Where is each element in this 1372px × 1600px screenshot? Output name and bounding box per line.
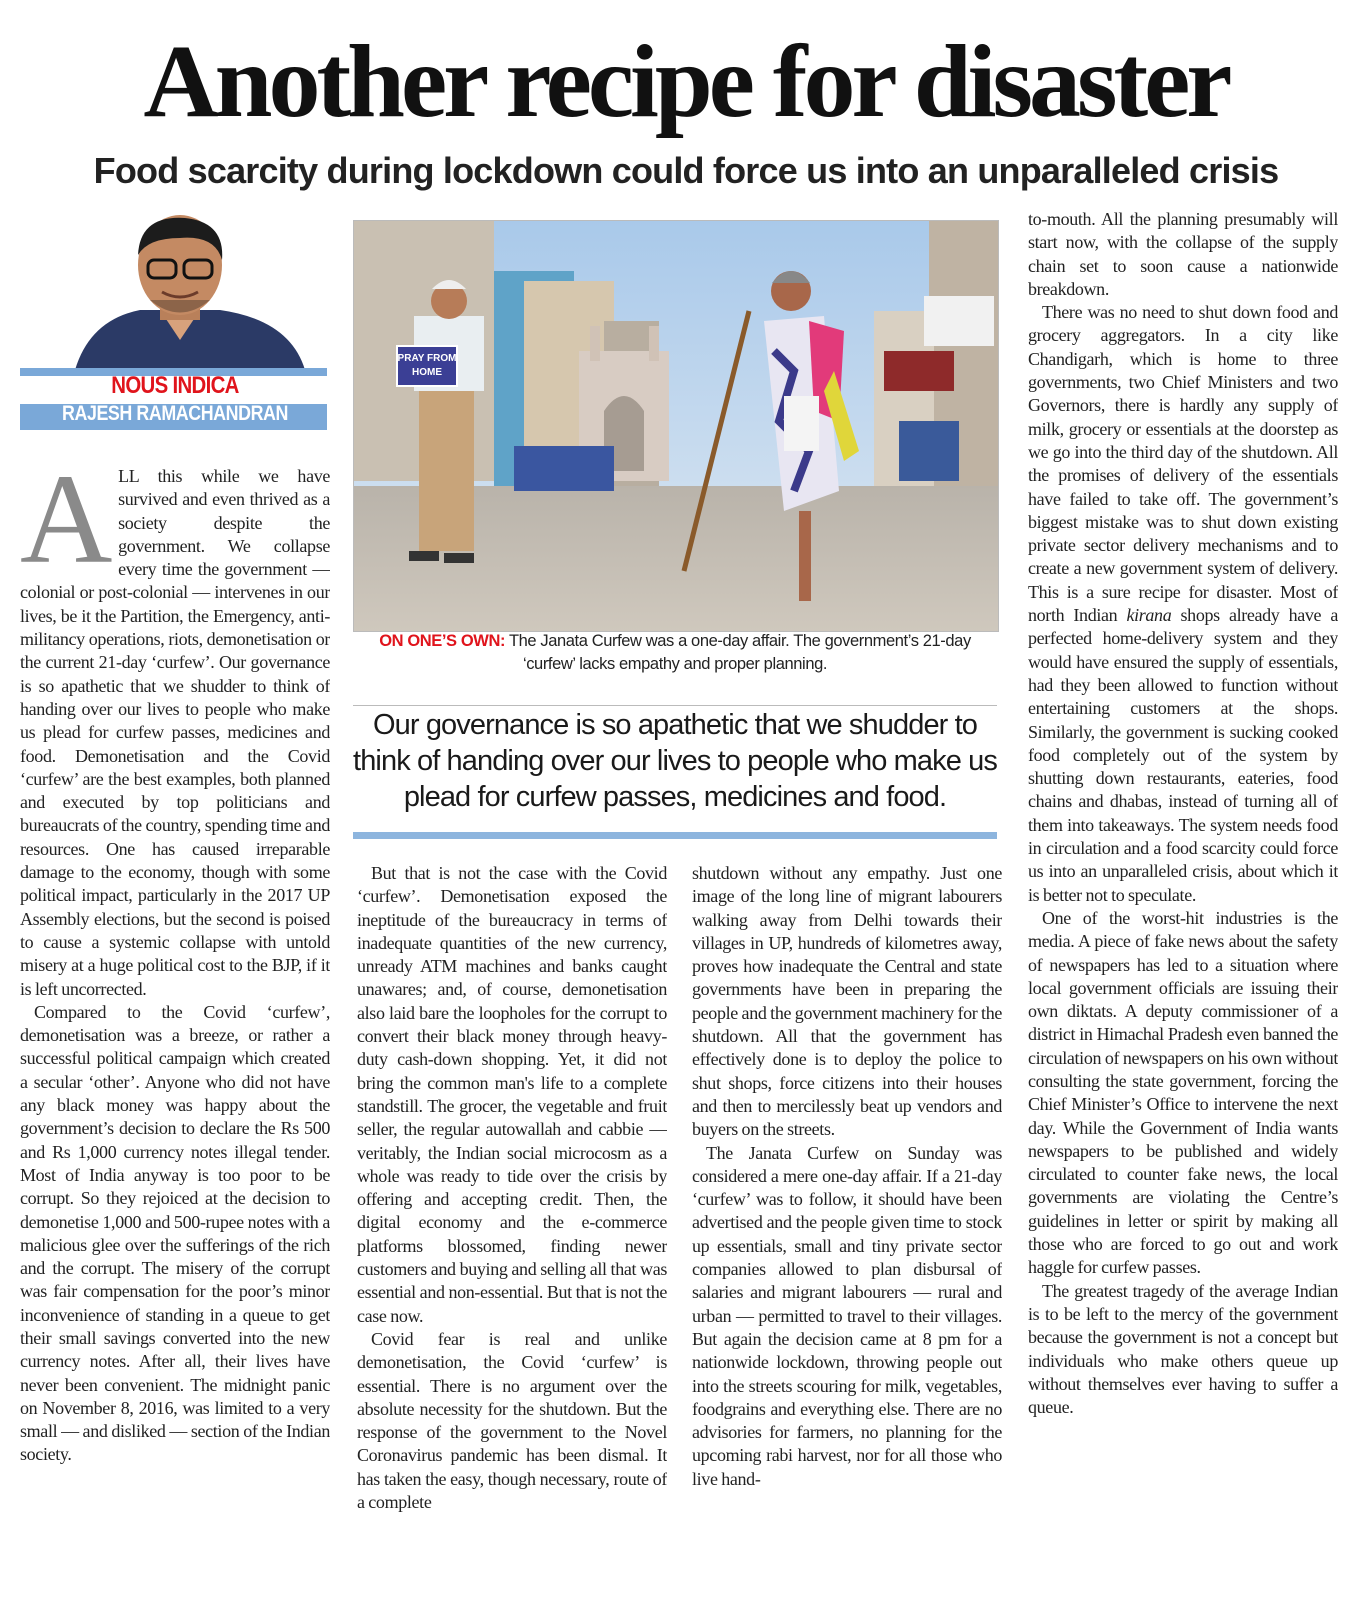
column-name: NOUS INDICA xyxy=(111,372,239,399)
article-column-3 xyxy=(692,862,1002,1600)
news-photo xyxy=(353,220,999,632)
paragraph: But that is not the case with the Covid ‘curfew’. Demonetisation exposed the ineptitude of the bureaucracy in terms of inadequate quantities of the new currency, unready ATM machines and banks caught unawares; and, of course, demonetisation also laid bare the loopholes for the corrupt to convert their black money through heavy-duty cash-down shopping. Yet, it did not bring the common man's life to a complete standstill. The grocer, the vegetable and fruit seller, the regular autowallah and cabbie — veritably, the Indian social microcosm as a whole was ready to tide over the crisis by offering and accepting credit. Then, the digital economy and the e-commerce platforms blossomed, finding newer customers and buying and selling all that was essential and non-essential. But that is not the case now. xyxy=(357,863,667,1326)
drop-cap: A xyxy=(20,465,113,590)
pull-quote: Our governance is so apathetic that we shudder to think of handing over our lives to people who make us plead for curfew passes, medicines and food. xyxy=(353,709,997,813)
paragraph-text: shops already have a perfected home-delivery system and they would have ensured the supply of essentials, had they been allowed to function without entertaining customers at the shops. Similarly, the government is sucking cooked food completely out of the system by shutting down restaurants, eateries, food chains and dhabas, instead of turning all of them into takeaways. The system needs food in circulation and a food scarcity could force us into an unparalleled crisis, about which it is better not to speculate. xyxy=(1028,605,1338,905)
pull-quote-bar xyxy=(353,832,997,839)
caption-lead: ON ONE’S OWN: xyxy=(379,632,506,650)
article-column-1 xyxy=(20,465,330,1600)
paragraph: One of the worst-hit industries is the media. A piece of fake news about the safety of newspapers has led to a situation where local government officials are issuing their own diktats. A deputy commissioner of a district in Himachal Pradesh even banned the circulation of newspapers on his own without consulting the state government, forcing the Chief Minister’s Office to intervene the next day. While the Government of India wants newspapers to be published and widely circulated to counter fake news, the local governments are violating the Centre’s guidelines in letter or spirit by making all those who are forced to go out and work haggle for curfew passes. xyxy=(1028,907,1338,1278)
author-portrait-image xyxy=(20,210,330,370)
photo-caption xyxy=(353,630,997,676)
paragraph: Compared to the Covid ‘curfew’, demonetisation was a breeze, or rather a successful political campaign which created a secular ‘other’. Anyone who did not have any black money was happy about the government’s decision to declare the Rs 500 and Rs 1,000 currency notes illegal tender. Most of India anyway is too poor to be corrupt. So they rejoiced at the decision to demonetise 1,000 and 500-rupee notes with a malicious glee over the sufferings of the rich and the corrupt. The misery of the corrupt was fair compensation for the poor’s minor inconvenience of standing in a queue to get their small savings converted into the new currency notes. After all, their lives have never been convenient. The midnight panic on November 8, 2016, was limited to a very small — and disliked — section of the Indian society. xyxy=(20,1001,330,1465)
caption-text: The Janata Curfew was a one-day affair. The government’s 21-day ‘curfew’ lacks empathy and proper planning. xyxy=(505,632,971,673)
paragraph: The Janata Curfew on Sunday was considered a mere one-day affair. If a 21-day ‘curfew’ was to follow, it should have been advertised and the people given time to stock up essentials, small and tiny private sector companies allowed to plan disbursal of salaries and migrant labourers — rural and urban — permitted to travel to their villages. But again the decision came at 8 pm for a nationwide lockdown, throwing people out into the streets scouring for milk, vegetables, foodgrains and everything else. There are no advisories for farmers, no planning for the upcoming rabi harvest, nor for all those who live hand- xyxy=(692,1142,1002,1489)
article-column-2 xyxy=(357,862,667,1600)
paragraph-text: There was no need to shut down food and grocery aggregators. In a city like Chandigarh, which is home to three governments, two Chief Ministers and two Governors, there is hardly any supply of milk, grocery or essentials at the doorstep as we go into the third day of the shutdown. All the promises of delivery of the essentials have failed to take off. The government’s biggest mistake was to shut down existing private sector delivery mechanisms and to create a new government system of delivery. This is a sure recipe for disaster. Most of north Indian xyxy=(1028,302,1338,626)
italic-term: kirana xyxy=(1126,605,1172,626)
sign-text: PRAY FROM xyxy=(397,353,457,364)
subheadline: Food scarcity during lockdown could force us into an unparalleled crisis xyxy=(93,150,1279,191)
street-scene-image xyxy=(354,221,998,631)
paragraph xyxy=(20,465,330,1001)
paragraph: Covid fear is real and unlike demonetisation, the Covid ‘curfew’ is essential. There is no argument over the absolute necessity for the shutdown. But the response of the government to the Novel Coronavirus pandemic has been dismal. It has taken the easy, though necessary, route of a complete xyxy=(357,1328,667,1513)
paragraph xyxy=(1028,301,1338,907)
paragraph: The greatest tragedy of the average Indian is to be left to the mercy of the government because the government is not a concept but individuals who make others queue up without themselves ever having to suffer a queue. xyxy=(1028,1280,1338,1418)
paragraph: shutdown without any empathy. Just one image of the long line of migrant labourers walking away from Delhi towards their villages in UP, hundreds of kilometres away, proves how inadequate the Central and state governments have been in preparing the people and the government machinery for the shutdown. All that the government has effectively done is to deploy the police to shut shops, force citizens into their houses and then to mercilessly beat up vendors and buyers on the streets. xyxy=(692,863,1002,1140)
author-name: RAJESH RAMACHANDRAN xyxy=(62,402,288,425)
svg-text:HOME: HOME xyxy=(412,367,442,378)
article-column-4 xyxy=(1028,208,1338,1600)
headline: Another recipe for disaster xyxy=(143,24,1229,139)
paragraph: to-mouth. All the planning presumably will start now, with the collapse of the supply chain set to soon cause a nationwide breakdown. xyxy=(1028,209,1338,299)
author-photo xyxy=(20,210,330,370)
paragraph-text: LL this while we have survived and even thrived as a society despite the government. We collapse every time the government — colonial or post-colonial — intervenes in our lives, be it the Partition, the Emergency, anti-militancy operations, riots, demonetisation or the current 21-day ‘curfew’. Our governance is so apathetic that we shudder to think of handing over our lives to people who make us plead for curfew passes, medicines and food. Demonetisation and the Covid ‘curfew’ are the best examples, both planned and executed by top politicians and bureaucrats of the country, spending time and resources. One has caused irreparable damage to the economy, though with some political impact, particularly in the 2017 UP Assembly elections, but the second is poised to cause a systemic collapse with untold misery at a huge political cost to the BJP, if it is left uncorrected. xyxy=(20,466,330,999)
